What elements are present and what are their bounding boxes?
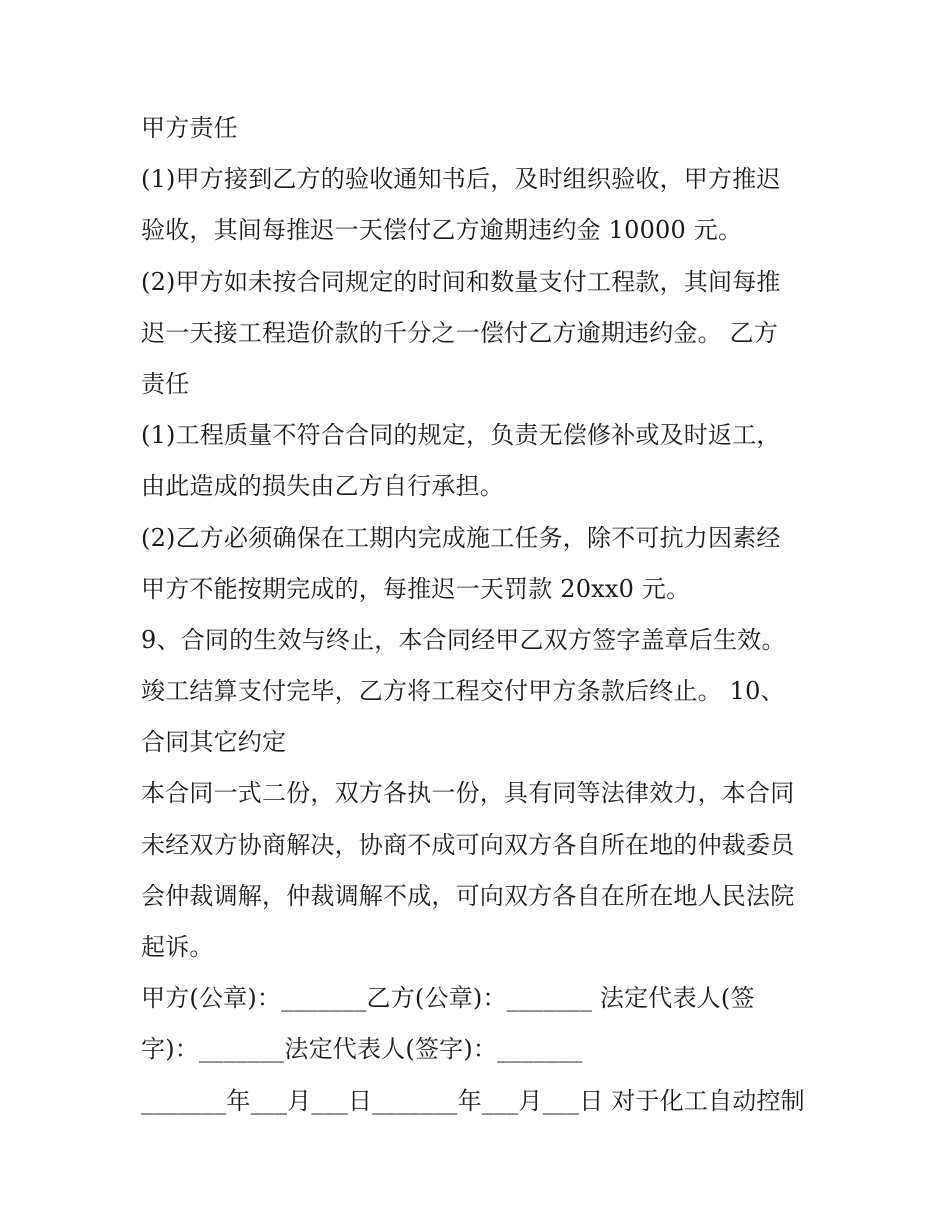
text-line: (1)甲方接到乙方的验收通知书后，及时组织验收，甲方推迟: [141, 165, 781, 194]
text-line: 未经双方协商解决，协商不成可向双方各自所在地的仲裁委员: [141, 830, 795, 859]
text-line: 合同其它约定: [141, 728, 287, 757]
text-line: 本合同一式二份，双方各执一份，具有同等法律效力，本合同: [141, 779, 795, 808]
text-line: 竣工结算支付完毕，乙方将工程交付甲方条款后终止。 10、: [141, 677, 785, 706]
text-line: 迟一天接工程造价款的千分之一偿付乙方逾期违约金。 乙方: [141, 318, 779, 347]
text-line: 由此造成的损失由乙方自行承担。: [141, 472, 504, 501]
text-line: (2)甲方如未按合同规定的时间和数量支付工程款，其间每推: [141, 267, 781, 296]
text-line: 会仲裁调解，仲裁调解不成，可向双方各自在所在地人民法院: [141, 881, 795, 910]
signature-line: 甲方(公章)：_______乙方(公章)：_______ 法定代表人(签: [141, 984, 755, 1013]
signature-line: 字)：_______法定代表人(签字)：_______: [141, 1035, 583, 1064]
text-line: 甲方不能按期完成的，每推迟一天罚款 20xx0 元。: [141, 574, 691, 603]
text-line: 责任: [141, 369, 190, 398]
text-line: 9、合同的生效与终止，本合同经甲乙双方签字盖章后生效。: [141, 625, 786, 654]
section-heading-party-a-liability: 甲方责任: [141, 114, 238, 142]
date-line: _______年___月___日_______年___月___日 对于化工自动控制: [141, 1086, 805, 1115]
text-line: (2)乙方必须确保在工期内完成施工任务，除不可抗力因素经: [141, 523, 781, 552]
text-line: 起诉。: [141, 933, 214, 961]
document-body: [141, 103, 821, 1127]
text-line: 验收，其间每推迟一天偿付乙方逾期违约金 10000 元。: [141, 216, 743, 245]
text-line: (1)工程质量不符合合同的规定，负责无偿修补或及时返工，: [141, 421, 781, 450]
